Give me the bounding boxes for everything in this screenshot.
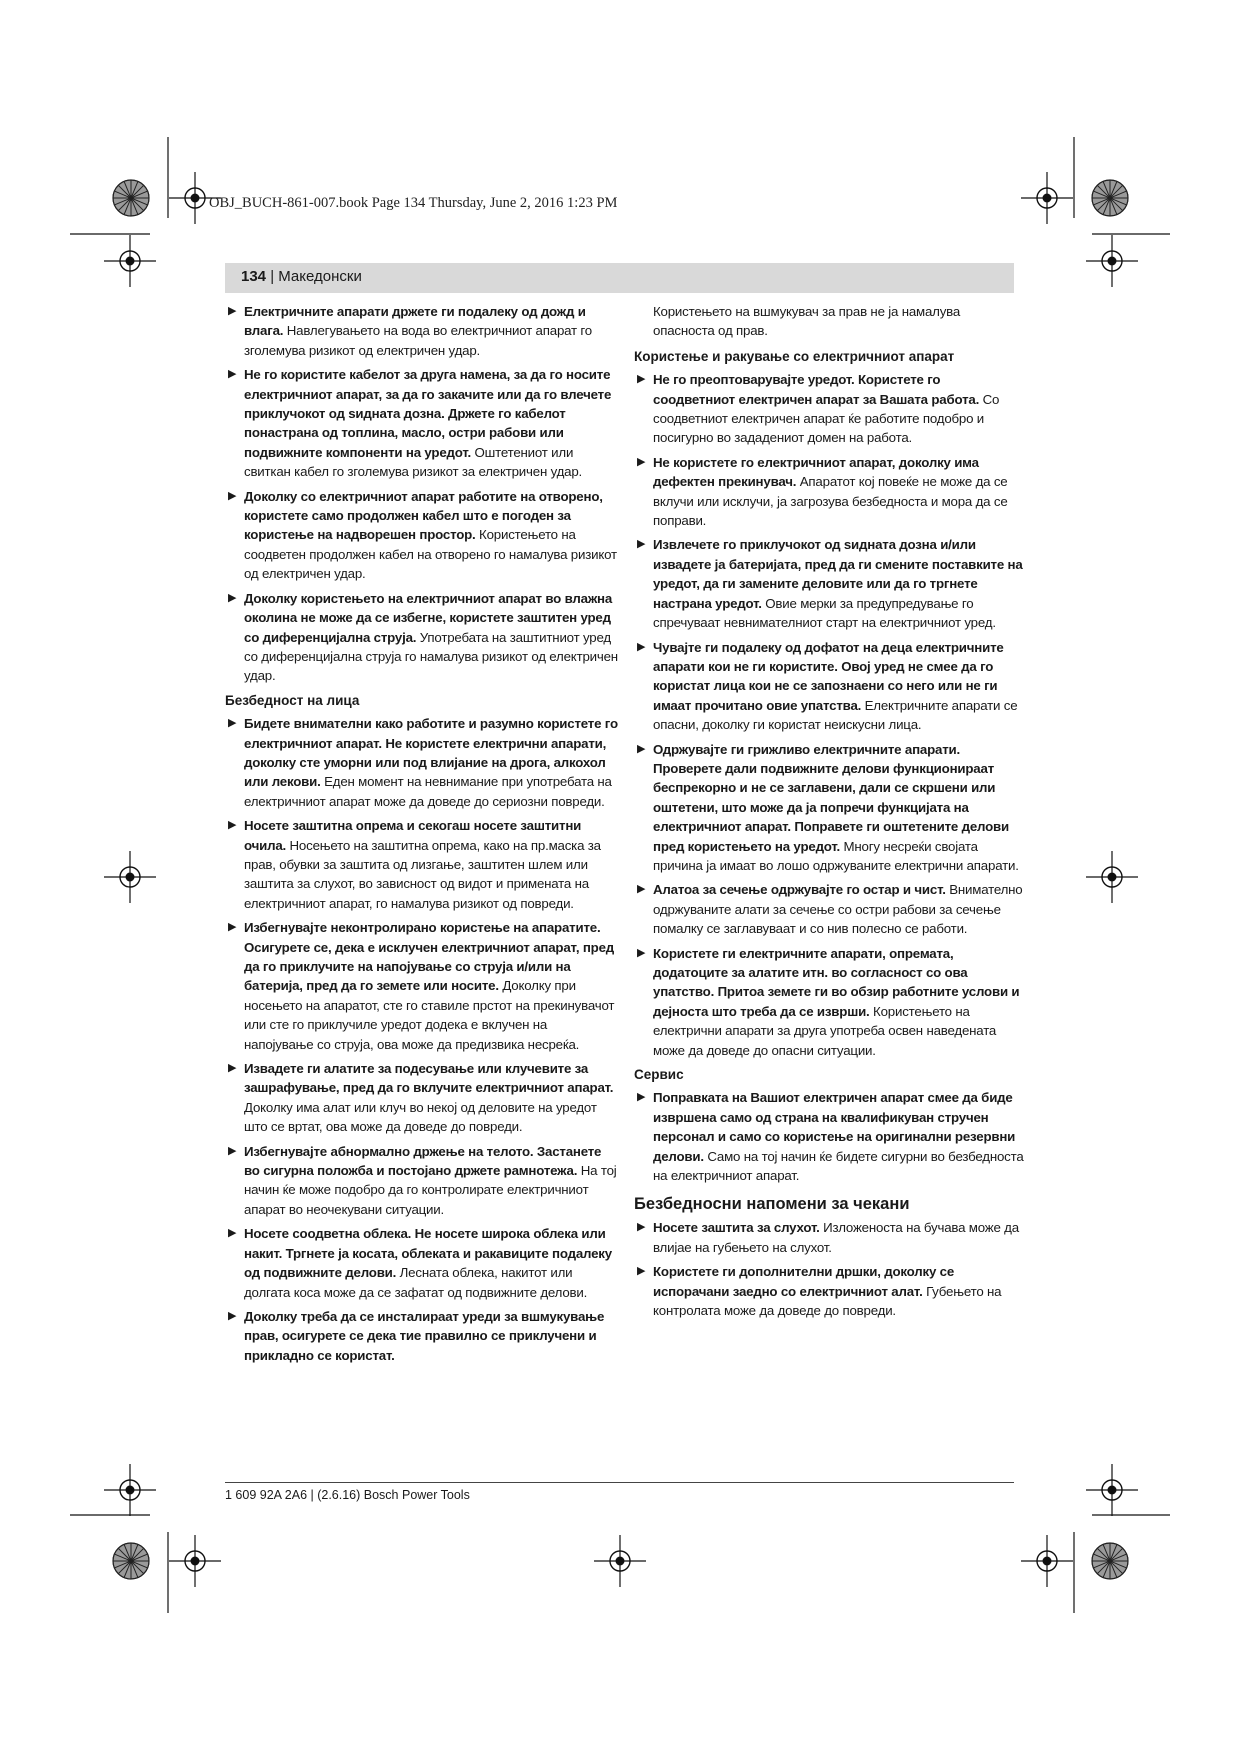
bullet-icon: ▶ — [637, 640, 646, 653]
item-text: Само на тој начин ќе бидете сигурни во безбедноста на електричниот апарат. — [653, 1148, 1024, 1184]
item-text: Овие мерки за предупредување го спречуваат невнимателниот старт на електричниот уред. — [653, 595, 996, 631]
page-header — [241, 268, 362, 285]
safety-item — [634, 453, 1025, 531]
item-bold: Извадете ги алатите за подесување или клучевите за зашрафување, пред да го вклучите електричниот апарат. — [244, 1061, 614, 1096]
bullet-icon: ▶ — [228, 921, 237, 934]
bullet-icon: ▶ — [637, 1265, 646, 1278]
continuation-text: Користењето на вшмукувач за прав не ја намалува опасноста од прав. — [653, 304, 961, 339]
print-slug: OBJ_BUCH-861-007.book Page 134 Thursday, June 2, 2016 1:23 PM — [209, 195, 618, 211]
safety-item — [634, 1262, 1025, 1320]
safety-item — [225, 365, 618, 481]
subhead-personal-safety: Безбедност на лица — [225, 692, 360, 708]
bullet-icon: ▶ — [228, 305, 237, 317]
safety-item — [634, 370, 1025, 448]
bullet-icon: ▶ — [228, 489, 237, 502]
item-text: Навлегувањето на вода во електричниот апарат го зголемува ризикот од електричен удар. — [244, 323, 592, 358]
item-text: Лесната облека, накитот или долгата коса може да се зафатат од подвижните делови. — [244, 1265, 588, 1300]
safety-item — [225, 487, 618, 584]
left-items-after — [225, 714, 618, 1365]
item-bold: Носете заштитна опрема и секогаш носете заштитни очила. — [244, 818, 582, 853]
item-bold: Не користете го електричниот апарат, доколку има дефектен прекинувач. — [653, 454, 979, 490]
header-language: Македонски — [278, 268, 362, 285]
footer-rule — [225, 1482, 1014, 1483]
tool-use-items — [634, 370, 1025, 1060]
service-items — [634, 1088, 1025, 1185]
item-bold: Одржувајте ги грижливо електричните апарати. Проверете дали подвижните делови функционираат беспрекорно и не се заглавени, дали се скршени или оштетени, што може да ја попречи функцијата на електричниот апарат. Поправете ги оштетените делови пред користењето на уредот. — [653, 741, 1010, 854]
right-column — [634, 302, 1025, 1326]
left-column — [225, 302, 618, 1370]
item-text: Изложеноста на бучава може да влијае на губењето на слухот. — [653, 1220, 1019, 1255]
bullet-icon: ▶ — [228, 819, 237, 832]
item-text: Оштетениот или свиткан кабел го зголемува ризикот за електричен удар. — [244, 444, 583, 480]
bullet-icon: ▶ — [228, 1144, 237, 1157]
item-bold: Носете заштита за слухот. — [653, 1220, 820, 1236]
safety-item — [225, 714, 618, 811]
item-bold: Доколку користењето на електричниот апарат во влажна околина не може да се избегне, користете заштитен уред со диференцијална струја. — [244, 590, 613, 645]
safety-item — [634, 880, 1025, 938]
hammer-items — [634, 1218, 1025, 1320]
subhead-tool-use: Користење и ракување со електричниот апарат — [634, 348, 955, 364]
item-bold: Носете соодветна облека. Не носете широка облека или накит. Тргнете ја косата, облеката и ракавиците подалеку од подвижните делови. — [244, 1226, 612, 1281]
safety-item — [634, 1088, 1025, 1185]
bullet-icon: ▶ — [637, 373, 646, 386]
safety-item — [634, 1218, 1025, 1257]
safety-item — [225, 1307, 618, 1365]
footer-imprint: 1 609 92A 2A6 | (2.6.16) Bosch Power Tools — [225, 1488, 470, 1502]
left-items-before — [225, 302, 618, 686]
item-text: Со соодветниот електричен апарат ќе работите подобро и посигурно во зададениот домен на работа. — [653, 391, 1000, 446]
safety-item — [225, 302, 618, 360]
item-bold: Чувајте ги подалеку од дофатот на деца електричните апарати кои не ги користите. Овој уред не смее да го користат лица кои не се запознаени со него или не ги имаат прочитано овие упатства. — [653, 639, 1004, 713]
item-bold: Алатоа за сечење одржувајте го остар и чист. — [653, 882, 946, 898]
page-number: 134 — [241, 268, 267, 285]
item-bold: Доколку со електричниот апарат работите на отворено, користете само продолжен кабел што е погоден за користење на надворешен простор. — [244, 488, 603, 543]
bullet-icon: ▶ — [637, 946, 646, 959]
item-text: Губењето на контролата може да доведе до повреди. — [653, 1283, 1002, 1319]
bullet-icon: ▶ — [228, 717, 237, 730]
section-title-hammers: Безбедносни напомени за чекани — [634, 1195, 910, 1214]
item-text: Апаратот кој повеќе не може да се вклучи или исклучи, ја загрозува безбедноста и мора да се поправи. — [653, 474, 1008, 529]
bullet-icon: ▶ — [228, 368, 237, 381]
safety-item — [225, 589, 618, 686]
item-bold: Избегнувајте неконтролирано користење на апаратите. Осигурете се, дека е исклучен електричниот апарат, пред да го приклучите на напојување со струја и/или на батерија, пред да го земете или носите. — [244, 920, 615, 994]
item-bold: Не го преоптоварувајте уредот. Користете го соодветниот електричен апарат за Вашата работа. — [653, 372, 980, 407]
header-separator: | — [266, 268, 279, 285]
safety-item — [634, 740, 1025, 876]
safety-item — [225, 816, 618, 913]
safety-item — [225, 1142, 618, 1220]
bullet-icon: ▶ — [228, 1227, 237, 1240]
item-bold: Бидете внимателни како работите и разумно користете го електричниот апарат. Не користете електрични апарати, доколку сте уморни или под влијание на дрога, алкохол или лекови. — [244, 716, 618, 790]
bullet-icon: ▶ — [228, 1309, 237, 1322]
bullet-icon: ▶ — [228, 1062, 237, 1075]
item-bold: Избегнувајте абнормално држење на телото. Застанете во сигурна положба и постојано држете рамнотежа. — [244, 1143, 602, 1179]
item-text: Еден момент на невнимание при употребата на електричниот апарат може да доведе до сериозни повреди. — [244, 774, 612, 809]
bullet-icon: ▶ — [228, 591, 237, 604]
item-bold: Користете ги електричните апарати, опремата, додатоците за алатите итн. во согласност со ова упатство. Притоа земете ги во обзир работните услови и дејноста што треба да се изврши. — [653, 945, 1020, 1019]
item-text: Доколку има алат или клуч во некој од деловите на уредот што се вртат, ова може да доведе до повреди. — [244, 1099, 597, 1135]
item-text: Внимателно одржуваните алати за сечење со остри рабови за сечење помалку се заглавуваат и со нив полесно се работи. — [653, 882, 1023, 937]
item-text: На тој начин ќе може подобро да го контролирате електричниот апарат во неочекувани ситуации. — [244, 1163, 617, 1217]
safety-item — [634, 638, 1025, 735]
item-bold: Доколку треба да се инсталираат уреди за вшмукување прав, осигурете се дека тие правилно се приклучени и прикладно се користат. — [244, 1308, 605, 1363]
item-text: Доколку при носењето на апаратот, сте го ставиле прстот на прекинувачот или сте го приклучиле уредот додека е вклучен на напојување со струја, ова може да предизвика несреќа. — [244, 978, 615, 1052]
safety-item — [225, 1059, 618, 1137]
bullet-icon: ▶ — [637, 742, 646, 755]
item-text: Носењето на заштитна опрема, како на пр.маска за прав, обувки за заштита од лизгање, заштитен шлем или заштита за слухот, во зависност од видот и примената на електричниот апарат, го намалува ризикот од повреди. — [244, 837, 601, 911]
item-text: Користењето на електрични апарати за друга употреба освен наведената може да доведе до опасни ситуации. — [653, 1003, 997, 1058]
safety-item — [225, 918, 618, 1054]
subhead-service: Сервис — [634, 1067, 684, 1083]
item-bold: Не го користите кабелот за друга намена, за да го носите електричниот апарат, за да го закачите или да го влечете приклучокот од sидната дозна. Држете го кабелот понастрана од топлина, масло, остри рабови или подвижните компоненти на уредот. — [244, 367, 612, 460]
bullet-icon: ▶ — [637, 883, 646, 896]
bullet-icon: ▶ — [637, 538, 646, 551]
bullet-icon: ▶ — [637, 455, 646, 468]
safety-item — [634, 944, 1025, 1060]
bullet-icon: ▶ — [637, 1091, 646, 1104]
item-bold: Извлечете го приклучокот од sидната дозна и/или извадете ја батеријата, пред да ги смените поставките на уредот, да ги замените деловите или да го тргнете настрана уредот. — [653, 537, 1023, 611]
item-text: Многу несреќи својата причина ја имаат во лошо одржуваните електрични апарати. — [653, 838, 1019, 873]
safety-item — [634, 535, 1025, 632]
safety-item — [225, 1224, 618, 1302]
item-bold: Користете ги дополнителни дршки, доколку се испорачани заедно со електричниот алат. — [653, 1264, 955, 1299]
item-bold: Поправката на Вашиот електричен апарат смее да биде извршена само од страна на квалификуван стручен персонал и само со користење на оригинални резервни делови. — [653, 1090, 1016, 1164]
item-text: Електричните апарати се опасни, доколку ги користат неискусни лица. — [653, 697, 1018, 733]
bullet-icon: ▶ — [637, 1221, 646, 1234]
item-text: Употребата на заштитниот уред со диференцијална струја го намалува ризикот од електричен удар. — [244, 629, 618, 684]
item-bold: Електричните апарати држете ги подалеку од дожд и влага. — [244, 304, 586, 339]
item-text: Користењето на соодветен продолжен кабел на отворено го намалува ризикот од електричен удар. — [244, 527, 617, 582]
